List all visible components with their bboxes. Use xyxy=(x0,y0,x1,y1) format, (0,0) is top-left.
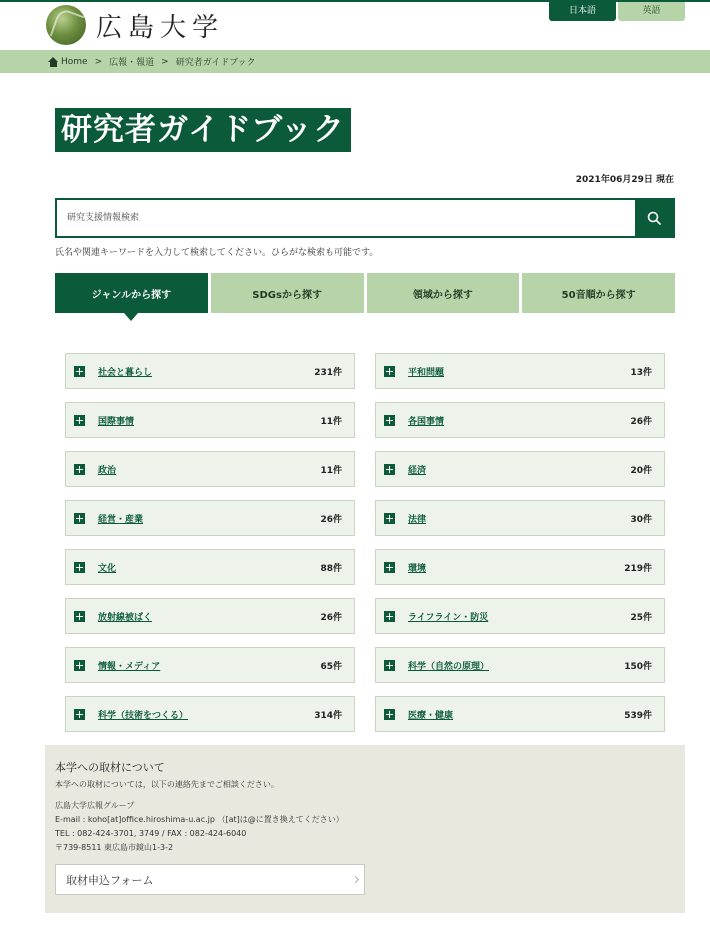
genre-count: 231件 xyxy=(314,367,342,378)
contact-email: E-mail : koho[at]office.hiroshima-u.ac.jp （[at]は@に置き換えてください） xyxy=(55,815,344,824)
genre-item[interactable] xyxy=(375,353,665,389)
genre-count: 150件 xyxy=(624,661,652,672)
genre-item[interactable] xyxy=(65,647,355,683)
tab-genre[interactable]: ジャンルから探す xyxy=(55,273,208,313)
plus-icon xyxy=(74,709,85,720)
contact-phone: TEL : 082-424-3701, 3749 / FAX : 082-424-6040 xyxy=(55,829,247,838)
genre-link[interactable]: 科学（自然の原理） xyxy=(408,661,490,672)
genre-link[interactable]: 医療・健康 xyxy=(408,710,454,721)
genre-count: 20件 xyxy=(630,465,652,476)
language-japanese-button[interactable]: 日本語 xyxy=(549,2,616,21)
language-english-button[interactable]: 英語 xyxy=(618,2,685,21)
genre-count: 11件 xyxy=(320,465,342,476)
genre-link[interactable]: 情報・メディア xyxy=(98,661,161,672)
search-button[interactable] xyxy=(635,200,673,236)
genre-item[interactable] xyxy=(375,598,665,634)
genre-link[interactable]: 平和問題 xyxy=(408,367,445,378)
breadcrumb xyxy=(0,50,710,73)
plus-icon xyxy=(74,366,85,377)
genre-item[interactable] xyxy=(375,696,665,732)
genre-count: 26件 xyxy=(320,612,342,623)
university-logo[interactable] xyxy=(46,5,224,45)
genre-count: 11件 xyxy=(320,416,342,427)
genre-count: 65件 xyxy=(320,661,342,672)
contact-address: 〒739-8511 東広島市鏡山1-3-2 xyxy=(55,843,174,852)
home-icon xyxy=(48,57,59,67)
plus-icon xyxy=(384,513,395,524)
genre-item[interactable] xyxy=(375,647,665,683)
tab-sdgs[interactable]: SDGsから探す xyxy=(211,273,364,313)
plus-icon xyxy=(384,415,395,426)
breadcrumb-home-link[interactable]: Home xyxy=(61,56,88,67)
plus-icon xyxy=(384,660,395,671)
search-box xyxy=(55,198,675,238)
plus-icon xyxy=(384,611,395,622)
genre-item[interactable] xyxy=(375,549,665,585)
genre-list xyxy=(65,353,665,732)
plus-icon xyxy=(384,464,395,475)
genre-link[interactable]: ライフライン・防災 xyxy=(408,612,489,623)
breadcrumb-separator: > xyxy=(161,56,169,67)
plus-icon xyxy=(384,709,395,720)
breadcrumb-current: 研究者ガイドブック xyxy=(175,58,256,68)
genre-count: 13件 xyxy=(630,367,652,378)
genre-link[interactable]: 科学（技術をつくる） xyxy=(98,710,189,721)
plus-icon xyxy=(384,366,395,377)
chevron-right-icon xyxy=(352,876,359,883)
breadcrumb-separator: > xyxy=(94,56,103,67)
search-hint: 氏名や関連キーワードを入力して検索してください。ひらがな検索も可能です。 xyxy=(55,248,379,258)
plus-icon xyxy=(74,562,85,573)
genre-count: 314件 xyxy=(314,710,342,721)
genre-item[interactable] xyxy=(375,402,665,438)
genre-item[interactable] xyxy=(375,451,665,487)
plus-icon xyxy=(74,513,85,524)
genre-count: 88件 xyxy=(320,563,342,574)
plus-icon xyxy=(74,611,85,622)
contact-title: 本学への取材について xyxy=(55,761,165,774)
genre-count: 26件 xyxy=(320,514,342,525)
genre-link[interactable]: 国際事情 xyxy=(98,416,135,427)
genre-item[interactable] xyxy=(65,353,355,389)
genre-item[interactable] xyxy=(65,500,355,536)
page-title: 研究者ガイドブック xyxy=(55,108,351,152)
genre-item[interactable] xyxy=(65,696,355,732)
genre-count: 539件 xyxy=(624,710,652,721)
genre-link[interactable]: 経済 xyxy=(408,465,427,476)
genre-link[interactable]: 環境 xyxy=(408,563,427,574)
contact-organization: 広島大学広報グループ xyxy=(55,801,135,810)
genre-link[interactable]: 社会と暮らし xyxy=(98,367,153,378)
contact-description: 本学への取材については，以下の連絡先までご相談ください。 xyxy=(55,780,279,789)
genre-link[interactable]: 放射線被ばく xyxy=(98,612,153,623)
genre-item[interactable] xyxy=(375,500,665,536)
plus-icon xyxy=(74,415,85,426)
press-request-form-button[interactable] xyxy=(55,864,365,895)
genre-link[interactable]: 各国事情 xyxy=(408,416,445,427)
search-tabs xyxy=(55,273,675,313)
breadcrumb-press-link[interactable]: 広報・報道 xyxy=(109,58,155,68)
genre-link[interactable]: 文化 xyxy=(98,563,117,574)
genre-link[interactable]: 経営・産業 xyxy=(98,514,144,525)
search-icon xyxy=(647,211,661,225)
form-button-label: 取材申込フォーム xyxy=(66,873,154,887)
genre-item[interactable] xyxy=(65,402,355,438)
university-emblem-icon xyxy=(46,5,86,45)
university-name: 広島大学 xyxy=(96,12,225,43)
plus-icon xyxy=(74,464,85,475)
genre-count: 26件 xyxy=(630,416,652,427)
tab-alphabetical[interactable]: 50音順から探す xyxy=(522,273,675,313)
genre-count: 30件 xyxy=(630,514,652,525)
press-contact-section xyxy=(45,745,685,913)
search-input[interactable] xyxy=(57,200,635,236)
genre-item[interactable] xyxy=(65,598,355,634)
genre-link[interactable]: 政治 xyxy=(98,465,117,476)
genre-count: 219件 xyxy=(624,563,652,574)
plus-icon xyxy=(384,562,395,573)
plus-icon xyxy=(74,660,85,671)
genre-item[interactable] xyxy=(65,451,355,487)
tab-field[interactable]: 領域から探す xyxy=(367,273,520,313)
genre-link[interactable]: 法律 xyxy=(408,514,427,525)
as-of-date: 2021年06月29日 現在 xyxy=(575,175,674,185)
genre-count: 25件 xyxy=(630,612,652,623)
genre-item[interactable] xyxy=(65,549,355,585)
